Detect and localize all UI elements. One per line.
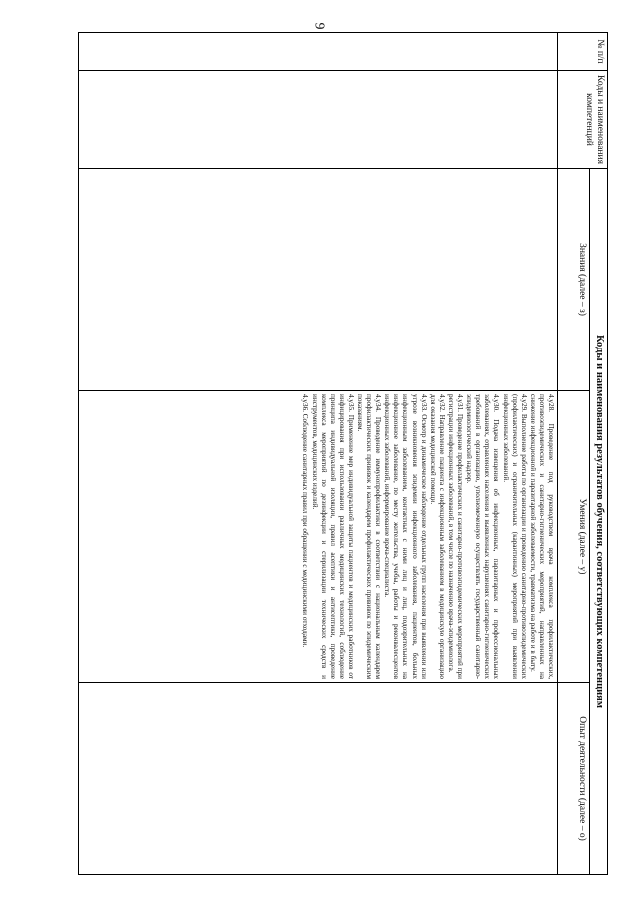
- cell-experience: [79, 683, 558, 875]
- cell-codes: [79, 71, 558, 169]
- competency-table: [78, 32, 608, 875]
- header-knowledge: Знания (далее – з): [558, 169, 590, 391]
- header-experience: Опыт деятельности (далее – о): [558, 683, 590, 875]
- skill-item: 4.у36. Соблюдение санитарных правил при обращении с медицинскими отходами.: [301, 394, 310, 648]
- header-num: № п/п: [558, 33, 608, 71]
- header-results-group: Коды и наименования результатов обучения, соответствующих компетенциям: [590, 169, 608, 875]
- cell-skills: [79, 391, 558, 683]
- competency-table-sheet: [78, 32, 608, 874]
- skill-item: 4.у28. Проведение под руководством врача комплекса профилактических, противоэпидемических и санитарно-гигиенических мероприятий, направленных на снижение инфекционной и паразитарной заболеваемости, травматизма на работе и в быту.: [528, 394, 555, 679]
- skill-item: 4.у31. Проведение профилактических и санитарно-противоэпидемических мероприятий при регистрации инфекционных заболеваний, в том числе по назначению врача-эпидемиолога.: [446, 394, 465, 679]
- skill-item: 4.у32. Направление пациента с инфекционным заболеванием в медицинскую организацию для оказания медицинской помощи.: [428, 394, 446, 679]
- header-codes: Коды и наименования компетенций: [558, 71, 608, 169]
- skill-item: 4.у35. Применение мер индивидуальной защиты пациентов и медицинских работников от инфицирования при использовании различных медицинских технологий, соблюдение принципа индивидуальной изоляции, правил асептики и антисептики, проведение комплекса мероприятий по дезинфекции и стерилизации технических средств и инструментов, медицинских изделий.: [310, 394, 355, 679]
- skill-item: 4.у34. Проведение иммунопрофилактики в соответствии с национальным календарем профилактических прививок и календарем профилактических прививок по эпидемическим показаниям.: [356, 394, 383, 679]
- skill-item: 4.у30. Подача извещения об инфекционных, паразитарных и профессиональных заболеваниях, отравлениях населения и выявленных нарушениях санитарно-гигиенических требований в организацию, уполномоченную осуществлять государственный санитарно-эпидемиологический надзор.: [465, 394, 501, 679]
- skill-item: 4.у33. Осмотр и динамическое наблюдение отдельных групп населения при выявлении или угрозе возникновения эпидемии инфекционного заболевания, пациентов, больных инфекционным заболеванием, контактных с ними лиц и лиц, подозрительных на инфекционное заболевание, по месту жительства, учебы, работы и реконвалесцентов инфекционных заболеваний, информирование врача-специалиста.: [383, 394, 428, 679]
- skill-item: 4.у29. Выполнение работы по организации и проведению санитарно-противоэпидемических (профилактических) и ограничительных (карантинных) мероприятий при выявлении инфекционных заболеваний.: [501, 394, 528, 679]
- page-number: 9: [311, 22, 327, 30]
- header-skills: Умения (далее – у): [558, 391, 590, 683]
- cell-knowledge: [79, 169, 558, 391]
- cell-num: [79, 33, 558, 71]
